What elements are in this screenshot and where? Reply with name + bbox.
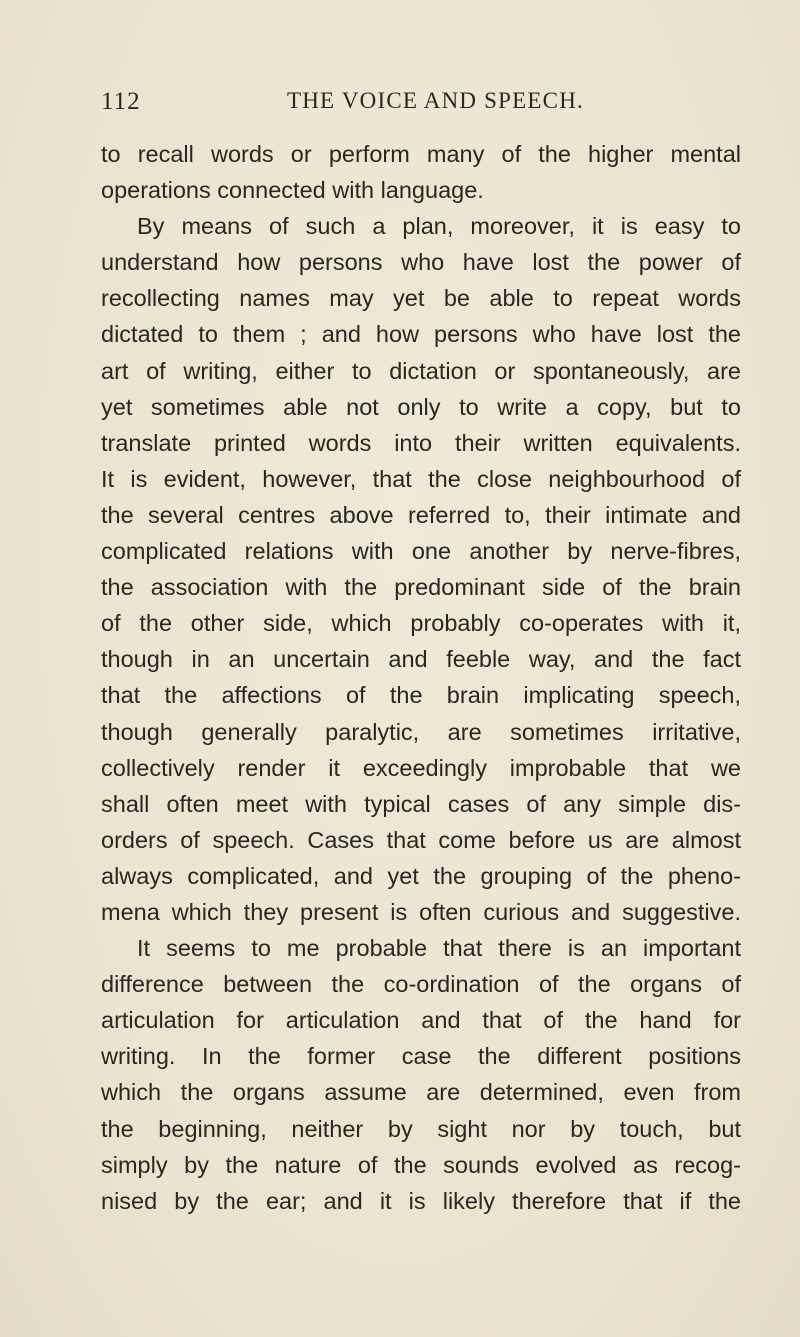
text-line: operations connected with language. bbox=[101, 177, 484, 204]
text-line: simply by the nature of the sounds evolved as recog- bbox=[101, 1151, 741, 1178]
text-line: the association with the predominant side of the brain bbox=[101, 574, 741, 601]
text-line: mena which they present is often curious and suggestive. bbox=[101, 898, 741, 925]
text-line: that the affections of the brain implicating speech, bbox=[101, 682, 741, 709]
text-line: shall often meet with typical cases of any simple dis- bbox=[101, 790, 741, 817]
text-line: translate printed words into their written equivalents. bbox=[101, 429, 741, 456]
text-line: understand how persons who have lost the power of bbox=[101, 249, 741, 276]
text-line: yet sometimes able not only to write a copy, but to bbox=[101, 393, 741, 420]
running-head bbox=[0, 88, 800, 122]
text-line: articulation for articulation and that of the hand for bbox=[101, 1007, 741, 1034]
text-line: dictated to them ; and how persons who have lost the bbox=[101, 321, 741, 348]
page-number: 112 bbox=[101, 88, 141, 115]
running-title: THE VOICE AND SPEECH. bbox=[287, 88, 584, 113]
text-line: the several centres above referred to, their intimate and bbox=[101, 501, 741, 528]
text-line: writing. In the former case the different positions bbox=[101, 1043, 741, 1070]
text-line: art of writing, either to dictation or spontaneously, are bbox=[101, 357, 741, 384]
text-line: It seems to me probable that there is an important bbox=[137, 935, 741, 962]
text-line: orders of speech. Cases that come before us are almost bbox=[101, 826, 741, 853]
text-line: recollecting names may yet be able to repeat words bbox=[101, 285, 741, 312]
text-line: though generally paralytic, are sometimes irritative, bbox=[101, 718, 741, 745]
text-line: nised by the ear; and it is likely therefore that if the bbox=[101, 1187, 741, 1214]
text-line: It is evident, however, that the close neighbourhood of bbox=[101, 465, 741, 492]
body-text bbox=[101, 136, 741, 1219]
text-line: though in an uncertain and feeble way, and the fact bbox=[101, 646, 741, 673]
text-line: always complicated, and yet the grouping of the pheno- bbox=[101, 862, 741, 889]
text-line: the beginning, neither by sight nor by touch, but bbox=[101, 1115, 741, 1142]
text-line: to recall words or perform many of the higher mental bbox=[101, 141, 741, 167]
text-line: collectively render it exceedingly improbable that we bbox=[101, 754, 741, 781]
text-line: which the organs assume are determined, even from bbox=[101, 1079, 741, 1106]
text-line: complicated relations with one another by nerve-fibres, bbox=[101, 538, 741, 565]
text-line: difference between the co-ordination of the organs of bbox=[101, 971, 741, 998]
text-line: By means of such a plan, moreover, it is easy to bbox=[137, 213, 741, 240]
text-line: of the other side, which probably co-operates with it, bbox=[101, 610, 741, 637]
